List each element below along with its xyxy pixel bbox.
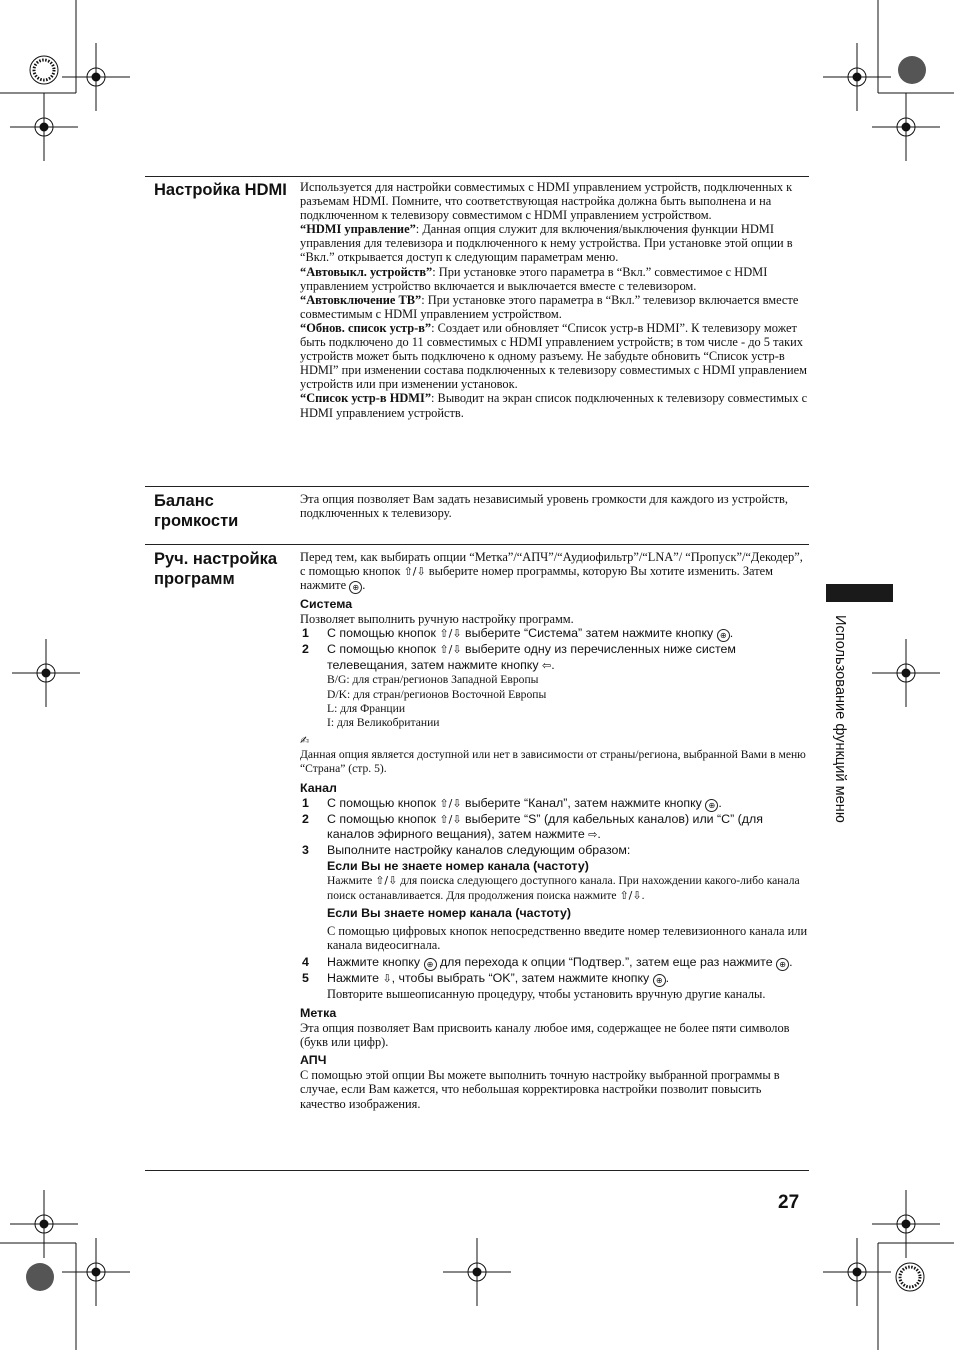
ok-button-icon: ⊕ [653,974,666,987]
hdmi-item: “Обнов. список устр-в”: Создает или обновляет “Список устр-в HDMI”. К телевизору может быть подключено до 11 совместимых с HDMI управлением устройств; в том числе - до 5 таких устройств может быть подключено к одному разъему. Не забудьте обновить “Список устр-в HDMI” при изменении состава подключенных к телевизору совместимых с HDMI управлением устройств или при изменении установок. [300,320,807,392]
up-down-arrows-icon: ⇧/⇩ [439,812,462,826]
channel-step-1: 1 С помощью кнопок ⇧/⇩ выберите “Канал”, затем нажмите кнопку ⊕ . [302,795,722,810]
ok-button-icon: ⊕ [705,799,718,812]
divider [145,1170,809,1171]
up-down-arrows-icon: ⇧/⇩ [403,565,426,579]
side-tab-label: Использование функций меню [832,615,848,823]
ok-button-icon: ⊕ [717,629,730,642]
desc-balance [300,492,810,520]
manual-intro: Перед тем, как выбирать опции “Метка”/“АПЧ”/“Аудиофильтр”/“LNA”/ “Пропуск”/“Декодер”, с помощью кнопок ⇧/⇩ выберите номер программы, которую Вы хотите изменить. Затем нажмите ⊕ . [300,550,803,593]
label-text: Эта опция позволяет Вам присвоить каналу любое имя, содержащее не более пяти символов (букв или цифр). [300,1021,790,1050]
afc-text: С помощью этой опции Вы можете выполнить точную настройку выбранной программы в случае, если Вам кажется, что небольшая корректировка настройки позволит повысить качество изображения. [300,1068,780,1111]
section-tab-marker [826,584,893,602]
right-arrow-icon: ⇨ [588,828,598,842]
note-icon: ✍ [300,734,310,748]
desc-hdmi [300,180,810,420]
up-down-arrows-icon: ⇧/⇩ [619,888,642,902]
system-options [300,673,810,730]
page-number: 27 [778,1192,800,1213]
system-note: Данная опция является доступной или нет в зависимости от страны/региона, выбранной Вами в меню “Страна” (стр. 5). [300,748,806,776]
down-arrow-icon: ⇩ [382,972,392,986]
ok-button-icon: ⊕ [424,958,437,971]
divider [145,544,809,545]
desc-manual [300,550,810,1111]
balance-text: Эта опция позволяет Вам задать независимый уровень громкости для каждого из устройств, подключенных к телевизору. [300,492,788,521]
system-step-2: 2 С помощью кнопок ⇧/⇩ выберите одну из перечисленных ниже систем телевещания, затем нажмите кнопку ⇦. [302,642,736,672]
afc-heading: АПЧ [300,1053,327,1068]
ok-button-icon: ⊕ [349,581,362,594]
channel-heading: Канал [300,780,337,795]
system-heading: Система [300,597,353,612]
hdmi-intro: Используется для настройки совместимых с HDMI управлением устройств, подключенных к разъемам HDMI. Помните, что соответствующая настройка должна быть выполнена и на подключенном к телевизору совместимом с HDMI управлением устройством. [300,180,793,223]
known-channel-heading: Если Вы знаете номер канала (частоту) [327,905,572,920]
unknown-channel-heading: Если Вы не знаете номер канала (частоту) [327,859,589,874]
left-arrow-icon: ⇦ [542,658,552,672]
term-manual: Руч. настройка программ [154,550,278,588]
hdmi-item: “HDMI управление”: Данная опция служит для включения/выключения функции HDMI управления для телевизора и подключенного к нему устройства. При установке этой опции в “Вкл.” открывается доступ к следующим параметрам меню. [300,222,793,265]
hdmi-item: “Список устр-в HDMI”: Выводит на экран список подключенных к телевизору совместимых с HDMI управлением устройств. [300,391,808,420]
up-down-arrows-icon: ⇧/⇩ [375,874,398,888]
ok-button-icon: ⊕ [776,958,789,971]
label-heading: Метка [300,1006,337,1021]
known-channel-text: С помощью цифровых кнопок непосредственно введите номер телевизионного канала или канала видеосигнала. [327,923,808,952]
up-down-arrows-icon: ⇧/⇩ [439,643,462,657]
system-option: D/K: для стран/регионов Восточной Европы [327,687,547,701]
channel-step-5: 5 Нажмите ⇩, чтобы выбрать “OK”, затем нажмите кнопку ⊕ . [302,971,670,986]
divider [145,176,809,177]
unknown-channel-text: Нажмите ⇧/⇩ для поиска следующего доступного канала. При нахождении какого-либо канала поиск останавливается. Для продолжения поиска нажмите ⇧/⇩. [327,874,800,902]
system-step-1: 1 С помощью кнопок ⇧/⇩ выберите “Система” затем нажмите кнопку ⊕ . [302,626,734,641]
channel-step-2: 2 С помощью кнопок ⇧/⇩ выберите “S” (для кабельных каналов) или “C” (для каналов эфирного вещания), затем нажмите ⇨. [302,811,763,842]
up-down-arrows-icon: ⇧/⇩ [439,796,462,810]
channel-step-3: 3 Выполните настройку каналов следующим образом: [302,842,631,857]
hdmi-item: “Автовыкл. устройств”: При установке этого параметра в “Вкл.” совместимое с HDMI управлением устройство включается и выключается вместе с телевизором. [300,264,768,293]
term-balance: Баланс громкости [154,492,239,530]
divider [145,486,809,487]
term-hdmi: Настройка HDMI [154,181,287,199]
hdmi-item: “Автовключение ТВ”: При установке этого параметра в “Вкл.” телевизор включается вместе совместимым с HDMI управлением устройством. [300,292,799,321]
channel-step-4: 4 Нажмите кнопку ⊕ для перехода к опции “Подтвер.”, затем еще раз нажмите ⊕ . [302,955,793,970]
system-text: Позволяет выполнить ручную настройку программ. [300,612,574,627]
up-down-arrows-icon: ⇧/⇩ [439,627,462,641]
channel-repeat-note: Повторите вышеописанную процедуру, чтобы установить вручную другие каналы. [327,987,766,1002]
system-option: I: для Великобритании [327,716,440,730]
system-option: B/G: для стран/регионов Западной Европы [327,673,539,687]
system-option: L: для Франции [327,701,406,715]
